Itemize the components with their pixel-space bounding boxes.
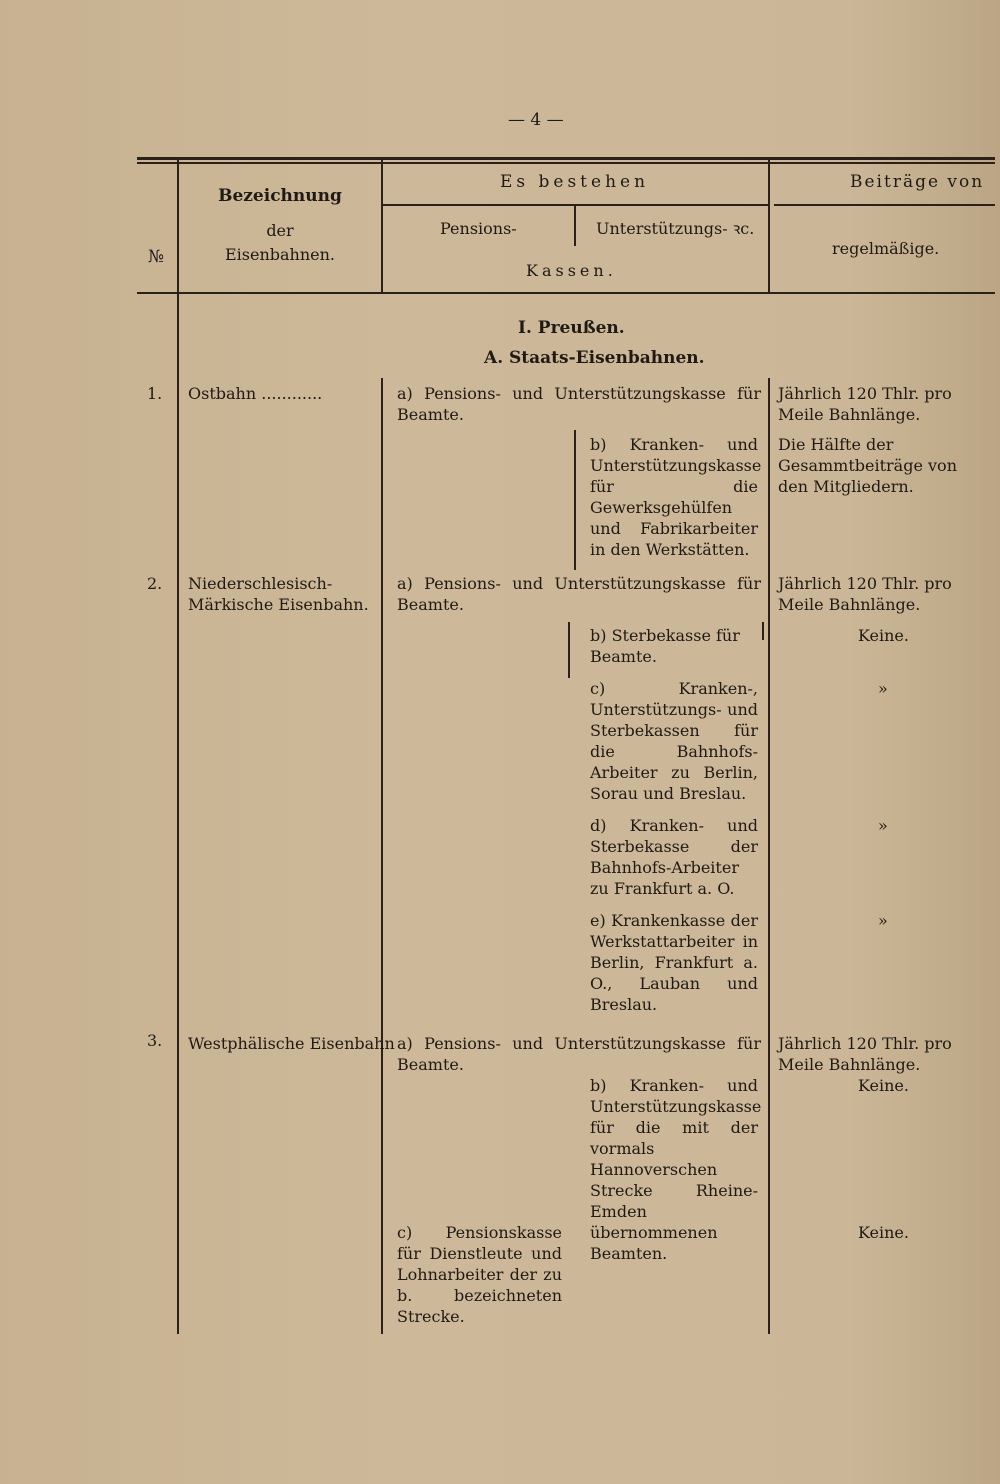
section-title: I. Preußen. — [518, 318, 625, 338]
row-2-beitrag-b: Keine. — [858, 626, 909, 645]
row-2-beitrag-d: » — [878, 816, 888, 835]
row-2-beitrag-e: » — [878, 911, 888, 930]
row-3-beitrag-a: Jährlich 120 Thlr. pro Meile Bahnlänge. — [778, 1034, 952, 1074]
header-kassen: Kassen. — [526, 261, 617, 280]
header-nr: № — [148, 247, 165, 267]
header-regelmaessige: regelmäßige. — [832, 239, 940, 258]
header-eisenbahnen: Eisenbahnen. — [224, 245, 336, 264]
row2-b-rule — [568, 622, 570, 678]
row1-b-rule — [574, 430, 576, 570]
row2-b-rule-right — [762, 622, 764, 640]
row-3-beitrag-c: Keine. — [858, 1223, 909, 1242]
row-3-kasse-c: c) Pensionskasse für Dienstleute und Lohnarbeiter der zu b. bezeichneten Strecke. — [397, 1223, 562, 1326]
row-2-kasse-b: b) Sterbekasse für Beamte. — [590, 626, 740, 666]
row-1-beitrag-b: Die Hälfte der Gesammtbeiträge von den Mitgliedern. — [778, 435, 957, 496]
header-der: der — [266, 221, 294, 240]
row-2-name: Niederschlesisch-Märkische Eisenbahn. — [188, 574, 369, 614]
header-bottom-rule — [137, 292, 995, 294]
body-col-rule-1 — [177, 294, 179, 1334]
row-2-beitrag-c: » — [878, 679, 888, 698]
header-mid-rule-right — [774, 204, 995, 206]
body-col-rule-4 — [768, 378, 770, 1334]
header-pensions: Pensions- — [440, 219, 517, 238]
section-subtitle: A. Staats-Eisenbahnen. — [484, 348, 705, 368]
row-2-kasse-d: d) Kranken- und Sterbekasse der Bahnhofs-Arbeiter zu Frankfurt a. O. — [590, 816, 758, 898]
header-top-rule — [137, 157, 995, 160]
row-2-beitrag-a: Jährlich 120 Thlr. pro Meile Bahnlänge. — [778, 574, 952, 614]
header-unterstuetzungs: Unterstützungs- ꝛc. — [596, 219, 755, 238]
header-beitraege: Beiträge von — [850, 172, 985, 192]
header-col-rule-3 — [574, 206, 576, 246]
header-col-rule-1 — [177, 160, 179, 293]
row-1-name: Ostbahn ............ — [188, 384, 323, 403]
row-2-kasse-c: c) Kranken-, Unterstützungs- und Sterbekassen für die Bahnhofs-Arbeiter zu Berlin, Sorau und Breslau. — [590, 679, 758, 803]
row-3-kasse-b: b) Kranken- und Unterstützungskasse für die mit der vormals Hannoverschen Strecke Rheine-Emden übernommenen Beamten. — [590, 1076, 762, 1263]
header-top-rule-2 — [137, 162, 995, 164]
row-2-kasse-e: e) Krankenkasse der Werkstattarbeiter in Berlin, Frankfurt a. O., Lauban und Breslau. — [590, 911, 758, 1014]
row-3-kasse-a: a) Pensions- und Unterstützungskasse für Beamte. — [397, 1034, 761, 1074]
row-1-kasse-b: b) Kranken- und Unterstützungskasse für die Gewerksgehülfen und Fabrikarbeiter in den Werkstätten. — [590, 435, 762, 559]
row-1-beitrag-a: Jährlich 120 Thlr. pro Meile Bahnlänge. — [778, 384, 952, 424]
row-3-name: Westphälische Eisenbahn — [188, 1034, 395, 1053]
row-3-beitrag-b: Keine. — [858, 1076, 909, 1095]
body-col-rule-2 — [381, 378, 383, 1334]
row-1-nr: 1. — [147, 384, 163, 403]
row-3-nr: 3. — [147, 1031, 163, 1050]
page-number: — 4 — — [508, 110, 564, 130]
row-1-kasse-a: a) Pensions- und Unterstützungskasse für Beamte. — [397, 384, 761, 424]
header-bezeichnung: Bezeichnung — [218, 186, 342, 206]
row-2-kasse-a: a) Pensions- und Unterstützungskasse für Beamte. — [397, 574, 761, 614]
header-col-rule-4 — [768, 160, 770, 293]
row-2-nr: 2. — [147, 574, 163, 593]
header-es-bestehen: Es bestehen — [499, 172, 650, 192]
